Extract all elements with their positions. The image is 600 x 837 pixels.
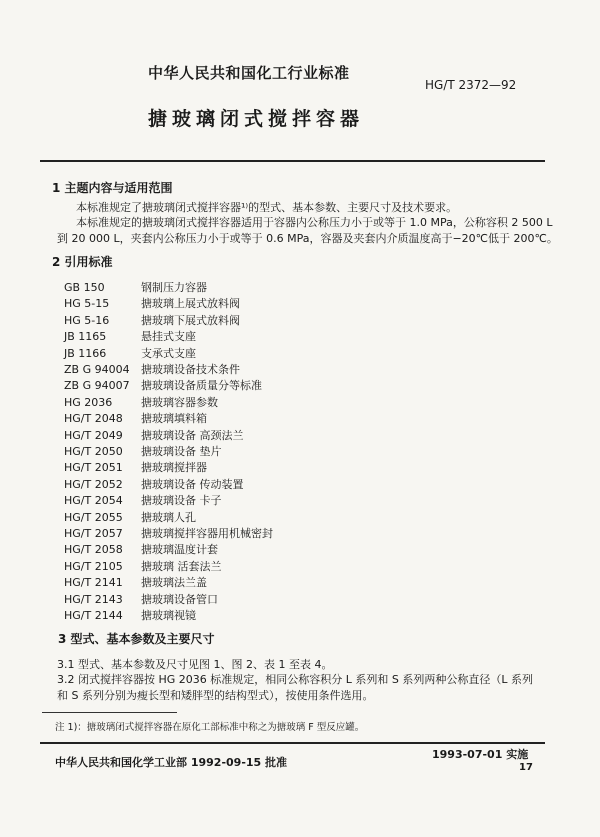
page-number: 17: [519, 762, 533, 773]
footer-divider: [40, 742, 545, 744]
section-3-heading: 3 型式、基本参数及主要尺寸: [58, 632, 215, 646]
reference-item: [64, 377, 262, 393]
reference-title: 搪玻璃容器参数: [141, 395, 218, 409]
reference-title: 搪玻璃设备 传动装置: [141, 477, 244, 491]
reference-code: HG/T 2143: [64, 592, 123, 606]
reference-item: [64, 361, 240, 377]
section-2-heading: 2 引用标准: [52, 255, 113, 269]
reference-code: HG/T 2050: [64, 445, 123, 458]
reference-code: HG/T 2144: [64, 609, 123, 622]
section-1-para-2-line-2: 到 20 000 L，夹套内公称压力小于或等于 0.6 MPa，容器及夹套内介质温度高于−20℃低于 200℃。: [57, 232, 558, 245]
reference-code: GB 150: [64, 281, 105, 294]
reference-title: 搪玻璃法兰盖: [141, 576, 207, 590]
reference-title: 搪玻璃温度计套: [141, 543, 218, 557]
reference-code: HG/T 2057: [64, 527, 123, 540]
reference-code: HG 2036: [64, 395, 113, 409]
reference-title: 搪玻璃搅拌器: [141, 461, 207, 475]
reference-item: [64, 295, 240, 311]
footnote: 注 1)：搪玻璃闭式搅拌容器在原化工部标准中称之为搪玻璃 F 型反应罐。: [55, 722, 365, 733]
reference-title: 搪玻璃设备管口: [141, 592, 218, 606]
reference-code: HG/T 2141: [64, 576, 123, 590]
reference-item: [64, 427, 244, 443]
reference-title: 搪玻璃设备 垫片: [141, 445, 222, 458]
reference-code: HG 5-16: [64, 313, 110, 327]
reference-title: 搪玻璃设备技术条件: [141, 363, 240, 376]
section-1-para-2-line-1: 本标准规定的搪玻璃闭式搅拌容器适用于容器内公称压力小于或等于 1.0 MPa，公称容积 2 500 L: [76, 216, 553, 229]
reference-item: [64, 525, 273, 541]
reference-code: HG/T 2049: [64, 428, 123, 442]
reference-title: 搪玻璃下展式放料阀: [141, 313, 240, 327]
reference-title: 搪玻璃设备质量分等标准: [141, 379, 262, 393]
section-1-para-1: 本标准规定了搪玻璃闭式搅拌容器¹⁾的型式、基本参数、主要尺寸及技术要求。: [76, 201, 458, 214]
reference-code: HG/T 2054: [64, 494, 123, 508]
reference-title: 搪玻璃设备 卡子: [141, 494, 222, 508]
reference-title: 搪玻璃视镜: [141, 609, 196, 622]
reference-title: 搪玻璃 活套法兰: [141, 559, 222, 573]
footnote-divider: [42, 712, 177, 713]
reference-title: 支承式支座: [141, 346, 196, 360]
reference-code: HG/T 2055: [64, 510, 123, 524]
reference-item: [64, 558, 222, 574]
reference-title: 钢制压力容器: [141, 281, 207, 294]
reference-code: ZB G 94004: [64, 363, 130, 376]
reference-item: [64, 279, 207, 295]
reference-item: [64, 459, 207, 475]
reference-title: 搪玻璃填料箱: [141, 412, 207, 426]
reference-code: HG/T 2058: [64, 543, 123, 557]
reference-item: [64, 328, 196, 344]
reference-code: JB 1165: [64, 330, 107, 344]
reference-code: JB 1166: [64, 346, 107, 360]
reference-code: ZB G 94007: [64, 379, 130, 393]
reference-code: HG/T 2051: [64, 461, 123, 475]
reference-item: [64, 509, 196, 525]
reference-title: 悬挂式支座: [141, 330, 196, 344]
standard-code: HG/T 2372—92: [425, 78, 517, 92]
implementation-date: 1993-07-01 实施: [432, 748, 529, 761]
reference-title: 搪玻璃搅拌容器用机械密封: [141, 527, 273, 540]
reference-code: HG/T 2052: [64, 477, 123, 491]
reference-item: [64, 345, 196, 361]
issue-line: 中华人民共和国化学工业部 1992-09-15 批准: [55, 756, 288, 769]
reference-item: [64, 541, 218, 557]
reference-item: [64, 312, 240, 328]
reference-code: HG/T 2105: [64, 559, 123, 573]
reference-code: HG 5-15: [64, 297, 110, 311]
reference-item: [64, 574, 207, 590]
issuing-standard-category: 中华人民共和国化工行业标准: [148, 64, 350, 82]
reference-title: 搪玻璃上展式放料阀: [141, 297, 240, 311]
header-divider: [40, 160, 545, 162]
reference-code: HG/T 2048: [64, 412, 123, 426]
reference-item: [64, 607, 196, 623]
reference-item: [64, 476, 244, 492]
section-1-heading: 1 主题内容与适用范围: [52, 181, 173, 195]
clause-3-2-line-1: 3.2 闭式搅拌容器按 HG 2036 标准规定，相同公称容积分 L 系列和 S 系列两种公称直径（L 系列: [57, 673, 533, 686]
clause-3-2-line-2: 和 S 系列分别为瘦长型和矮胖型的结构型式），按使用条件选用。: [57, 689, 374, 702]
reference-item: [64, 410, 207, 426]
reference-title: 搪玻璃人孔: [141, 510, 196, 524]
reference-item: [64, 591, 218, 607]
reference-item: [64, 394, 218, 410]
clause-3-1: 3.1 型式、基本参数及尺寸见图 1、图 2、表 1 至表 4。: [57, 658, 333, 671]
reference-item: [64, 492, 222, 508]
reference-item: [64, 443, 222, 459]
reference-title: 搪玻璃设备 高颈法兰: [141, 428, 244, 442]
document-title: 搪玻璃闭式搅拌容器: [148, 108, 365, 130]
